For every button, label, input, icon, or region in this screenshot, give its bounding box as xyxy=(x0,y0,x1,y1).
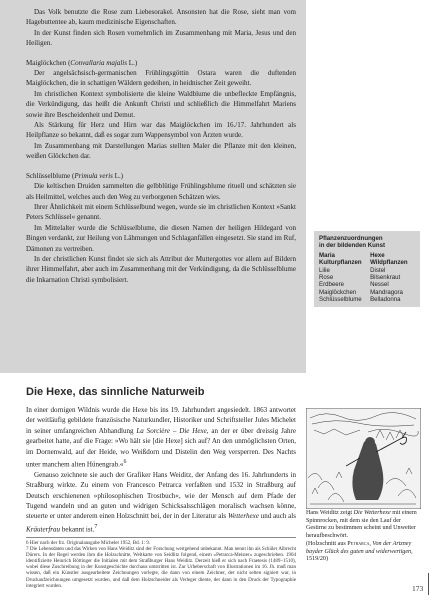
cell-maria: Rose xyxy=(319,274,334,282)
plant-table-row xyxy=(319,267,415,274)
paragraph: Das Volk benutzte die Rose zum Liebesorakel. Ansonsten hat die Rose, sieht man vom Hagebuttentee ab, kaum medizinische Eigenschaften. xyxy=(26,8,296,27)
cell-hexe: Bilsenkraut xyxy=(370,274,401,282)
footnote: 7 Die Lebensdaten und das Wirken von Hans Weiditz sind der Forschung weitgehend unbekannt. Man nennt ihn als Schüler Albrecht Dürers. In der Regel werden ihm die Holzschnitte, Weltkarte von Seidlitz folgend, einem »Petrarca-Meister« zugeschrieben. 1904 identifizierte Heinrich Röttinger die Initialen mit dem Straßburger Hans Weiditz. Derzeit hieß er sich nach Fraetesis (1489–1510), wobei diese Zuschreibung in der Kunstgeschichte durchaus umstritten ist. Zur Urheberschaft von Illustrationen im 16. Jh. muß man wissen, daß ein Künstler ausgearbeitete Zeichnungen vorlegte, die dann von einem Zeichner, der nicht selten signiert war, in Druckaufzeichnungen umgesetzt wurden, und daß dem Holzschneider als Verleger diente, der dann in den Druck der Typographie integriert wurden. xyxy=(26,546,296,589)
cell-hexe: Distel xyxy=(370,266,386,274)
caption-source-title: Von der Artzney bayder Glück des guten und widerwertigen xyxy=(306,540,412,555)
section-title-maigloeckchen xyxy=(26,58,296,68)
title-text: Maiglöckchen ( xyxy=(26,58,71,67)
paragraph: Im Zusammenhang mit Darstellungen Marias stellten Maler die Pflanze mit den kleinen, weißen Glöckchen dar. xyxy=(26,141,296,161)
footnote-marker: 6 xyxy=(123,459,127,466)
paragraph: In einer dornigen Wildnis wurde die Hexe bis ins 19. Jahrhundert angesiedelt. 1863 antwortet der weitläufig gebildete französische Naturkundler, Historiker und Schriftsteller Jules Michelet in seiner umfangreichen Abhandlung La Sorcière – Die Hexe, an der er über dreissig Jahre gearbeitet hatte, auf die Frage: »Wo hält sie [die Hexe] sich auf? An den unmöglichsten Orten, im Dornenwald, auf der Heide, wo Weißdorn und Distelin den Weg versperren. Des Nachts unter manchem alten Hünengrab.«$^6$ xyxy=(26,406,296,469)
title-suffix: L.) xyxy=(112,171,124,180)
main-text-column xyxy=(26,405,296,535)
paragraph: Als Stärkung für Herz und Hirn war das Maiglöckchen im 16./17. Jahrhundert als Heilpflanze so bekannt, daß es sogar zum Wappensymbol von Ärzten wurde. xyxy=(26,121,296,140)
footnote: 6 Hier nach der frz. Originalausgabe Michelet 1952, Bd. 1: 9. xyxy=(26,540,151,546)
cell-hexe: Belladonna xyxy=(370,296,401,304)
woodcut-illustration xyxy=(306,408,421,509)
plant-table-header xyxy=(319,252,415,267)
cell-hexe: Mandragora xyxy=(370,288,403,296)
book-title: La Sorcière – Die Hexe xyxy=(136,426,207,435)
title-suffix: L.) xyxy=(127,58,138,67)
paragraph: Genauso zeichnete sie auch der Grafiker Hans Weiditz, der Anfang des 16. Jahrhunderts in Straßburg wirkte. Zu einem von Francesco Petrarca verfaßten und 1532 in Straßburg auf Deutsch erschienenen »philosophischen Trostbuch«, wie der Mensch auf dem Pfade der Tugend wandeln und an guten und widrigen Schicksalsschlägen moralisch wachsen könne, steuerte er unter anderem einen Holzschnitt bei, der in der Literatur als Wetterhexe und auch als Kräuterfrau bekannt ist.$^7$ xyxy=(26,470,296,534)
paragraph: In der christlichen Kunst findet sie sich als Attribut der Muttergottes vor allem auf Bildern ihrer Himmelfahrt, aber auch im Zusammenhang mit der Verkündigung, da die Schlüsselblume die Inkarnation Christi symbolisiert. xyxy=(26,254,296,284)
page-number: 173 xyxy=(412,584,424,593)
cell-maria: Schlüsselblume xyxy=(319,296,362,304)
footnote-marker: 7 xyxy=(94,523,98,530)
footnotes xyxy=(26,537,296,589)
top-text-column xyxy=(26,7,296,285)
caption-author: Petrarca xyxy=(347,540,370,547)
cell-hexe: Nessel xyxy=(370,281,389,289)
sidebox-title xyxy=(319,235,415,250)
header-maria: Maria Kulturpflanzen xyxy=(319,251,362,267)
title-text: Schlüsselblume ( xyxy=(26,171,75,180)
latin-name: Primula veris xyxy=(74,171,113,180)
work-title: Kräuterfrau xyxy=(26,525,61,534)
section-heading: Die Hexe, das sinnliche Naturweib xyxy=(26,386,205,398)
plant-table-row xyxy=(319,289,415,296)
sidebox-title-line: Pflanzenzuordnungen xyxy=(319,235,383,242)
plant-table xyxy=(319,252,415,304)
cell-maria: Maiglöckchen xyxy=(319,288,357,296)
plant-table-row xyxy=(319,274,415,281)
caption-title: Die Wetterhexe xyxy=(353,510,391,516)
sidebox-title-line: in der bildenden Kunst xyxy=(319,242,386,250)
paragraph: Die keltischen Druiden sammelten die gelbblütige Frühlingsblume rituell und schätzten sie als Heilmittel, welches auch den Weg zu verborgenen Schätzen wies. xyxy=(26,182,296,201)
paragraph: Im Mittelalter wurde die Schlüsselblume, die diesen Namen der heiligen Hildegard von Bingen verdankt, zur Heilung von Lähmungen und Schlaganfällen eingesetzt. Sie stand im Ruf, Dämonen zu vertreiben. xyxy=(26,223,296,253)
work-title: Wetterhexe xyxy=(227,512,259,521)
plant-table-row xyxy=(319,281,415,288)
header-hexe: Hexe Wildpflanzen xyxy=(370,251,408,267)
cell-maria: Lilie xyxy=(319,266,330,274)
paragraph: In der Kunst finden sich Rosen vornehmlich im Zusammenhang mit Maria, Jesus und den Heiligen. xyxy=(26,28,296,48)
plant-assignment-box xyxy=(314,231,420,307)
figure-caption: Hans Weiditz zeigt Die Wetterhexe mit einem Spinnrocken, mit dem sie den Lauf der Gestirne zu bestimmen scheint und Unwetter heraufbeschwört. (Holzschnitt aus Petrarca, Von der Artzney bayder Glück des guten und widerwertigen, 1519/20) xyxy=(306,510,417,563)
paragraph: Ihrer Ähnlichkeit mit einem Schlüsselbund wegen, wurde sie im christlichen Kontext »Sankt Peters Schlüssel« genannt. xyxy=(26,202,296,222)
latin-name: Convallaria majalis xyxy=(70,58,127,67)
paragraph: Der angelsächsisch-germanischen Frühlingsgöttin Ostara waren die duftenden Maiglöckchen, die in schattigen Wäldern gedeihen, in heidnischer Zeit geweiht. xyxy=(26,69,296,88)
cell-maria: Erdbeere xyxy=(319,281,345,289)
plant-table-row xyxy=(319,296,415,303)
section-title-schluesselblume xyxy=(26,171,296,181)
paragraph: Im christlichen Kontext symbolisierte die kleine Waldblume die unbefleckte Empfängnis, die Verkündigung, das heißt die Ankunft Christi und schließlich die Himmelfahrt Mariens sowie ihre Bescheidenheit und Demut. xyxy=(26,89,296,119)
page-number-rule xyxy=(428,573,429,595)
